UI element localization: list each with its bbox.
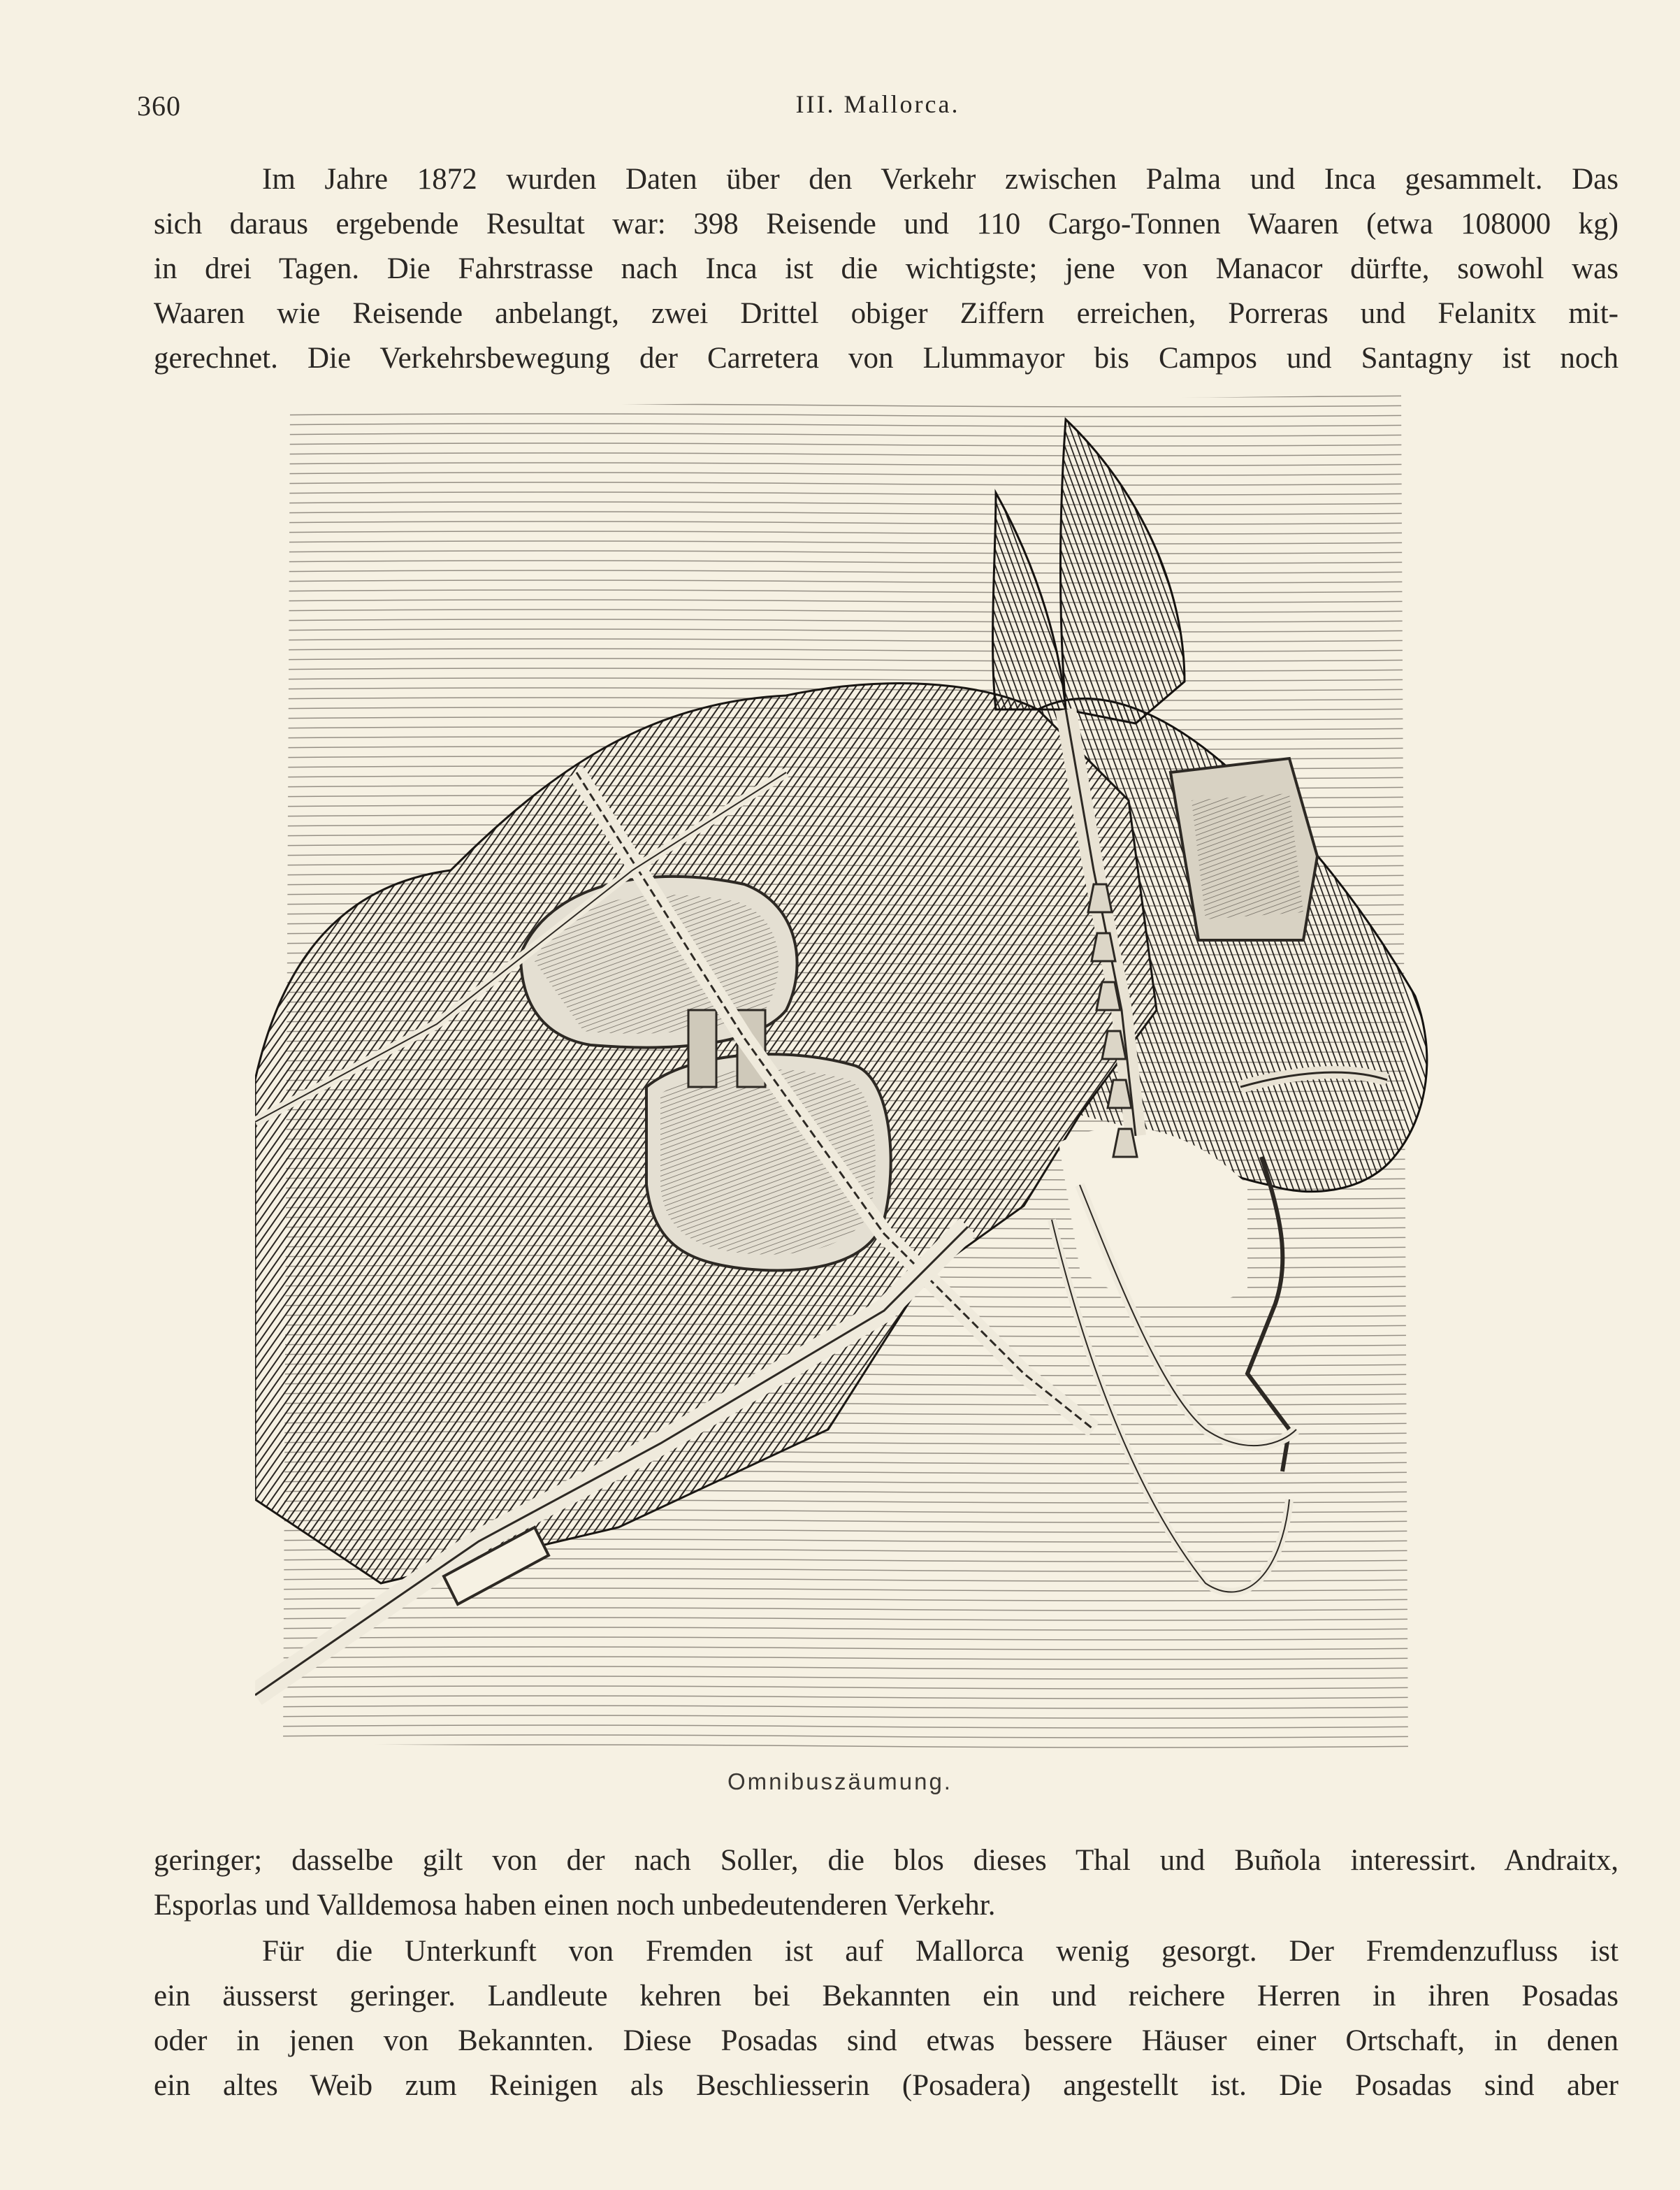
text-line: Im Jahre 1872 wurden Daten über den Verkehr zwischen Palma und Inca gesammelt. Das	[262, 163, 1619, 196]
text-line: sich daraus ergebende Resultat war: 398 Reisende und 110 Cargo-Tonnen Waaren (etwa 108000 kg)	[154, 208, 1619, 240]
text-line: Für die Unterkunft von Fremden ist auf Mallorca wenig gesorgt. Der Fremdenzufluss ist	[262, 1935, 1619, 1968]
text-line: Esporlas und Valldemosa haben einen noch unbedeutenderen Verkehr.	[154, 1889, 996, 1922]
text-line: geringer; dasselbe gilt von der nach Soller, die blos dieses Thal und Buñola interessirt. Andraitx,	[154, 1844, 1619, 1877]
page-number: 360	[137, 90, 181, 122]
text-line: gerechnet. Die Verkehrsbewegung der Carretera von Llummayor bis Campos und Santagny ist noch	[154, 342, 1619, 375]
figure-caption: Omnibuszäumung.	[727, 1768, 953, 1794]
text-line: ein altes Weib zum Reinigen als Beschliesserin (Posadera) angestellt ist. Die Posadas sind aber	[154, 2069, 1619, 2102]
paragraph-1	[154, 157, 1619, 381]
paragraph-2	[154, 1838, 1619, 1928]
running-head: III. Mallorca.	[795, 90, 960, 118]
text-line: in drei Tagen. Die Fahrstrasse nach Inca ist die wichtigste; jene von Manacor dürfte, sowohl was	[154, 252, 1619, 285]
page-header	[137, 89, 1619, 124]
paragraph-3	[154, 1929, 1619, 2108]
mule-head-engraving	[255, 381, 1436, 1755]
text-line: oder in jenen von Bekannten. Diese Posadas sind etwas bessere Häuser einer Ortschaft, in denen	[154, 2024, 1619, 2057]
text-line: Waaren wie Reisende anbelangt, zwei Drittel obiger Ziffern erreichen, Porreras und Felanitx mit-	[154, 297, 1619, 330]
text-line: ein äusserst geringer. Landleute kehren bei Bekannten ein und reichere Herren in ihren Posadas	[154, 1980, 1619, 2012]
engraving-illustration	[255, 381, 1436, 1755]
